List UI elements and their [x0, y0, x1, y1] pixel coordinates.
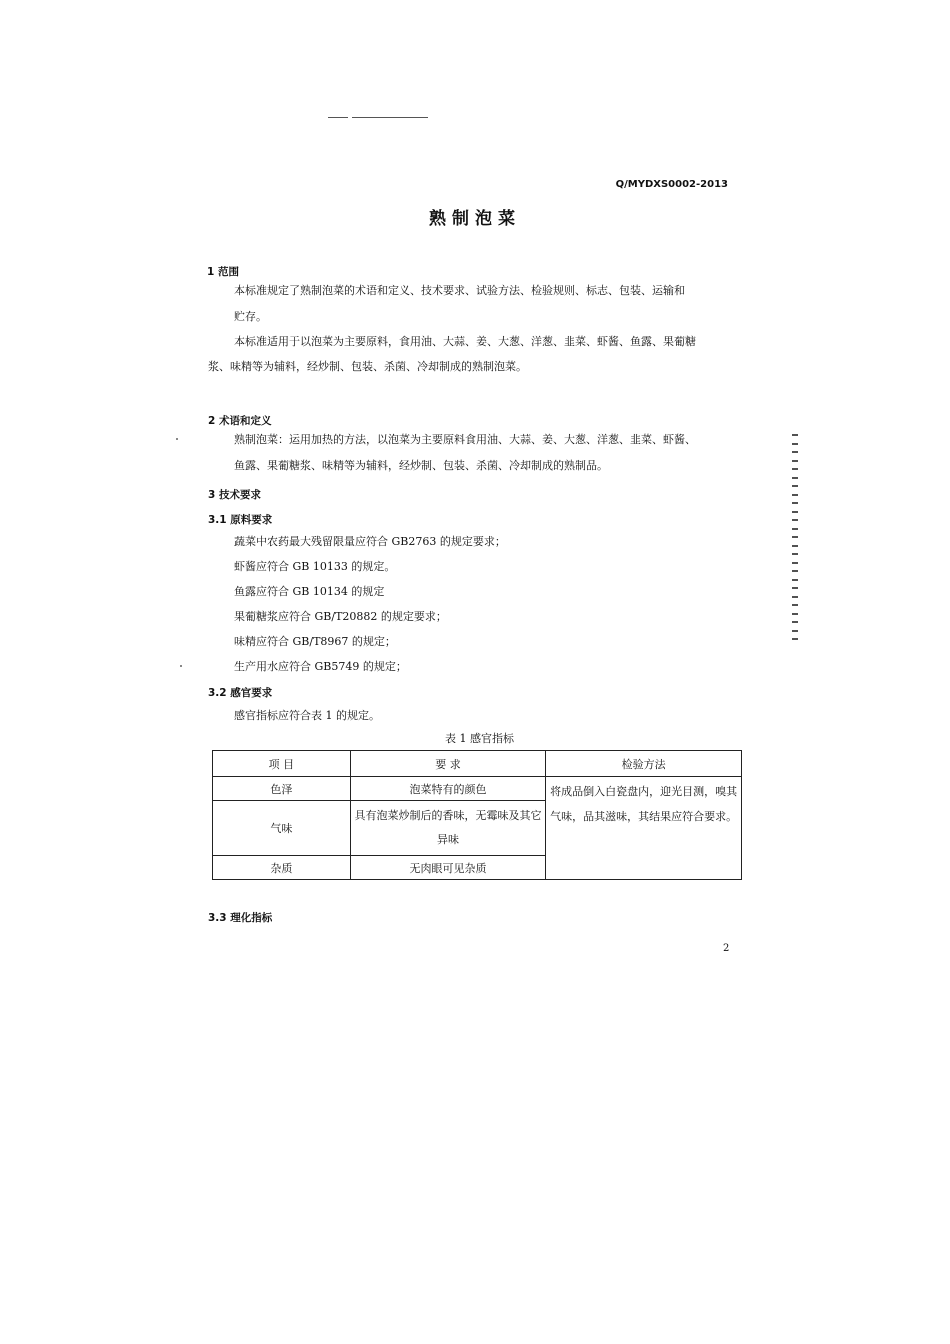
- raw-material-item: 果葡糖浆应符合 GB/T20882 的规定要求；: [234, 610, 447, 623]
- sensory-table: [212, 750, 742, 880]
- method-line-2: 气味，品其滋味，其结果应符合要求。: [550, 810, 738, 823]
- requirement-line-1: 具有泡菜炒制后的香味，无霉味及其它: [354, 809, 542, 822]
- table-header-row: [213, 751, 742, 777]
- row-item: 色泽: [213, 777, 351, 801]
- row-item: 杂质: [213, 856, 351, 880]
- section-3-3-heading: 3.3 理化指标: [208, 912, 273, 924]
- section-1-paragraph-1-line-1: 本标准规定了熟制泡菜的术语和定义、技术要求、试验方法、检验规则、标志、包装、运输和: [234, 284, 685, 297]
- table-caption: 表 1 感官指标: [445, 732, 514, 745]
- section-3-2-heading: 3.2 感官要求: [208, 687, 273, 699]
- scan-speck: [176, 438, 178, 440]
- requirement-line-2: 异味: [437, 833, 460, 846]
- raw-material-item: 鱼露应符合 GB 10134 的规定: [234, 585, 385, 598]
- row-requirement: 泡菜特有的颜色: [350, 777, 546, 801]
- scan-mark-line: [352, 117, 428, 118]
- section-3-2-intro: 感官指标应符合表 1 的规定。: [234, 709, 380, 722]
- header-item: 项 目: [213, 751, 351, 777]
- row-requirement: 无肉眼可见杂质: [350, 856, 546, 880]
- standard-code: Q/MYDXS0002-2013: [615, 179, 728, 190]
- header-requirement: 要 求: [350, 751, 546, 777]
- row-item: 气味: [213, 801, 351, 856]
- section-1-paragraph-2-line-2: 浆、味精等为辅料，经炒制、包装、杀菌、冷却制成的熟制泡菜。: [208, 360, 527, 373]
- section-1-paragraph-1-line-2: 贮存。: [234, 310, 267, 323]
- section-1-paragraph-2-line-1: 本标准适用于以泡菜为主要原料，食用油、大蒜、姜、大葱、洋葱、韭菜、虾酱、鱼露、果葡糖: [234, 335, 696, 348]
- raw-material-item: 味精应符合 GB/T8967 的规定；: [234, 635, 396, 648]
- row-requirement: [350, 801, 546, 856]
- section-3-1-heading: 3.1 原料要求: [208, 514, 273, 526]
- raw-material-item: 生产用水应符合 GB5749 的规定；: [234, 660, 407, 673]
- scan-mark-line: [328, 117, 348, 118]
- section-1-heading: 1 范围: [207, 266, 239, 278]
- inspection-method-cell: [546, 777, 742, 880]
- scan-speck: [180, 665, 182, 667]
- raw-material-item: 虾酱应符合 GB 10133 的规定。: [234, 560, 396, 573]
- raw-material-item: 蔬菜中农药最大残留限量应符合 GB2763 的规定要求；: [234, 535, 506, 548]
- header-method: 检验方法: [546, 751, 742, 777]
- method-line-1: 将成品倒入白瓷盘内，迎光目测，嗅其: [550, 785, 738, 798]
- table-row: [213, 777, 742, 801]
- section-3-heading: 3 技术要求: [208, 489, 261, 501]
- section-2-heading: 2 术语和定义: [208, 415, 272, 427]
- section-2-line-2: 鱼露、果葡糖浆、味精等为辅料，经炒制、包装、杀菌、冷却制成的熟制品。: [234, 459, 608, 472]
- page-number: 2: [723, 943, 730, 954]
- section-2-line-1: 熟制泡菜：运用加热的方法，以泡菜为主要原料食用油、大蒜、姜、大葱、洋葱、韭菜、虾酱、: [234, 433, 696, 446]
- scan-edge-marks: [792, 434, 798, 640]
- document-title: 熟制泡菜: [429, 209, 521, 229]
